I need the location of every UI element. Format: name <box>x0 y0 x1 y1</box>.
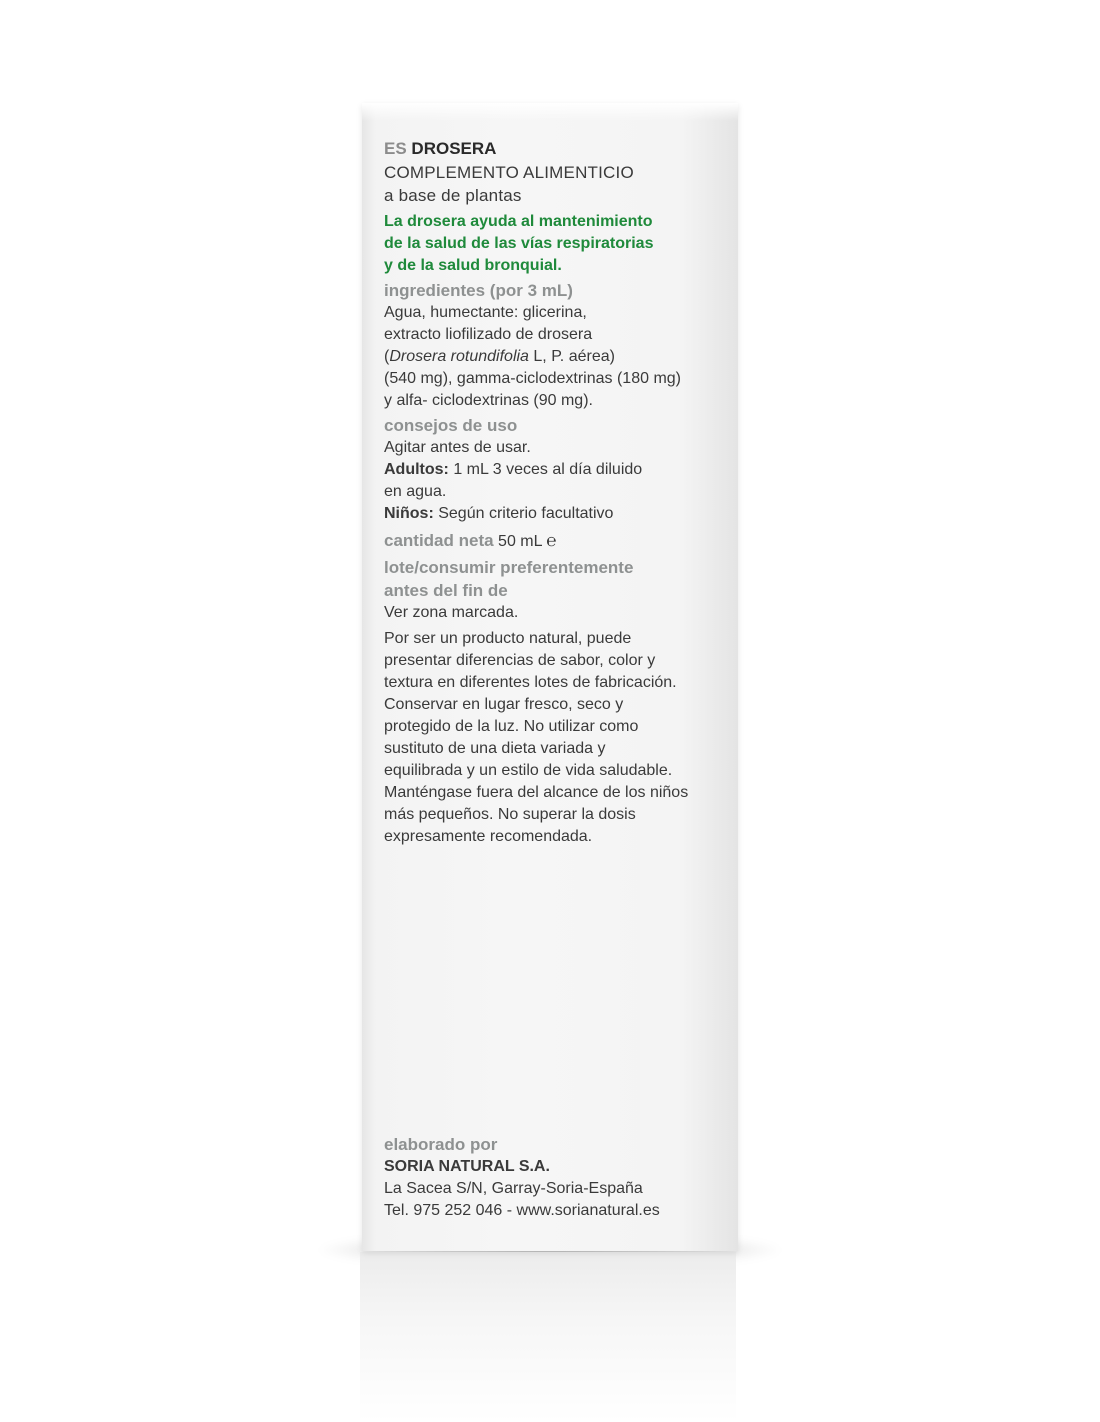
product-name: DROSERA <box>411 139 497 158</box>
box-reflection <box>360 1252 736 1422</box>
ingredients-line: extracto liofilizado de drosera <box>384 326 593 343</box>
ingredients-title: ingredientes (por 3 mL) <box>384 281 573 300</box>
product-box-side-panel <box>362 103 738 1251</box>
ingredients-line: (540 mg), gamma-ciclodextrinas (180 mg) <box>384 370 681 387</box>
notice-line: textura en diferentes lotes de fabricación. <box>384 674 677 691</box>
maker-title: elaborado por <box>384 1135 498 1154</box>
health-claim-line: y de la salud bronquial. <box>384 257 562 274</box>
net-label: cantidad neta <box>384 531 494 550</box>
notice-line: equilibrada y un estilo de vida saludable. <box>384 762 673 779</box>
notice-line: sustituto de una dieta variada y <box>384 740 606 757</box>
usage-children <box>384 503 729 525</box>
notice-line: expresamente recomendada. <box>384 828 593 845</box>
language-code: ES <box>384 139 407 158</box>
paren-open: ( <box>384 348 390 365</box>
notice-line: Por ser un producto natural, puede <box>384 630 632 647</box>
children-label: Niños: <box>384 505 434 522</box>
lot-title-line-1: lote/consumir preferentemente <box>384 558 634 577</box>
adults-label: Adultos: <box>384 461 449 478</box>
product-heading <box>384 137 729 161</box>
usage-shake: Agitar antes de usar. <box>384 439 531 456</box>
lot-text: Ver zona marcada. <box>384 604 519 621</box>
label-text-block <box>384 137 729 848</box>
maker-address: La Sacea S/N, Garray-Soria-España <box>384 1180 643 1197</box>
manufacturer-block <box>384 1131 729 1222</box>
usage-adults <box>384 459 729 481</box>
usage-adults-cont: en agua. <box>384 483 447 500</box>
notice-line: Manténgase fuera del alcance de los niños <box>384 784 689 801</box>
species-name: Drosera rotundifolia <box>389 348 529 365</box>
maker-name: SORIA NATURAL S.A. <box>384 1158 550 1175</box>
ingredients-species-line <box>384 346 729 368</box>
notice-line: presentar diferencias de sabor, color y <box>384 652 656 669</box>
children-text: Según criterio facultativo <box>433 505 614 522</box>
ingredients-line: y alfa- ciclodextrinas (90 mg). <box>384 392 593 409</box>
health-claim-line: La drosera ayuda al mantenimiento <box>384 213 653 230</box>
net-quantity <box>384 529 729 554</box>
maker-contact: Tel. 975 252 046 - www.sorianatural.es <box>384 1202 660 1219</box>
subtitle-line-1: COMPLEMENTO ALIMENTICIO <box>384 163 634 182</box>
notice-line: más pequeños. No superar la dosis <box>384 806 636 823</box>
subtitle-line-2: a base de plantas <box>384 186 522 205</box>
species-rest: L, P. aérea) <box>528 348 615 365</box>
estimated-sign-icon: ℮ <box>546 531 557 550</box>
health-claim-line: de la salud de las vías respiratorias <box>384 235 654 252</box>
notice-line: protegido de la luz. No utilizar como <box>384 718 639 735</box>
notice-line: Conservar en lugar fresco, seco y <box>384 696 624 713</box>
net-value: 50 mL <box>493 533 547 550</box>
adults-text: 1 mL 3 veces al día diluido <box>448 461 643 478</box>
lot-title-line-2: antes del fin de <box>384 581 508 600</box>
usage-title: consejos de uso <box>384 416 518 435</box>
ingredients-line: Agua, humectante: glicerina, <box>384 304 587 321</box>
